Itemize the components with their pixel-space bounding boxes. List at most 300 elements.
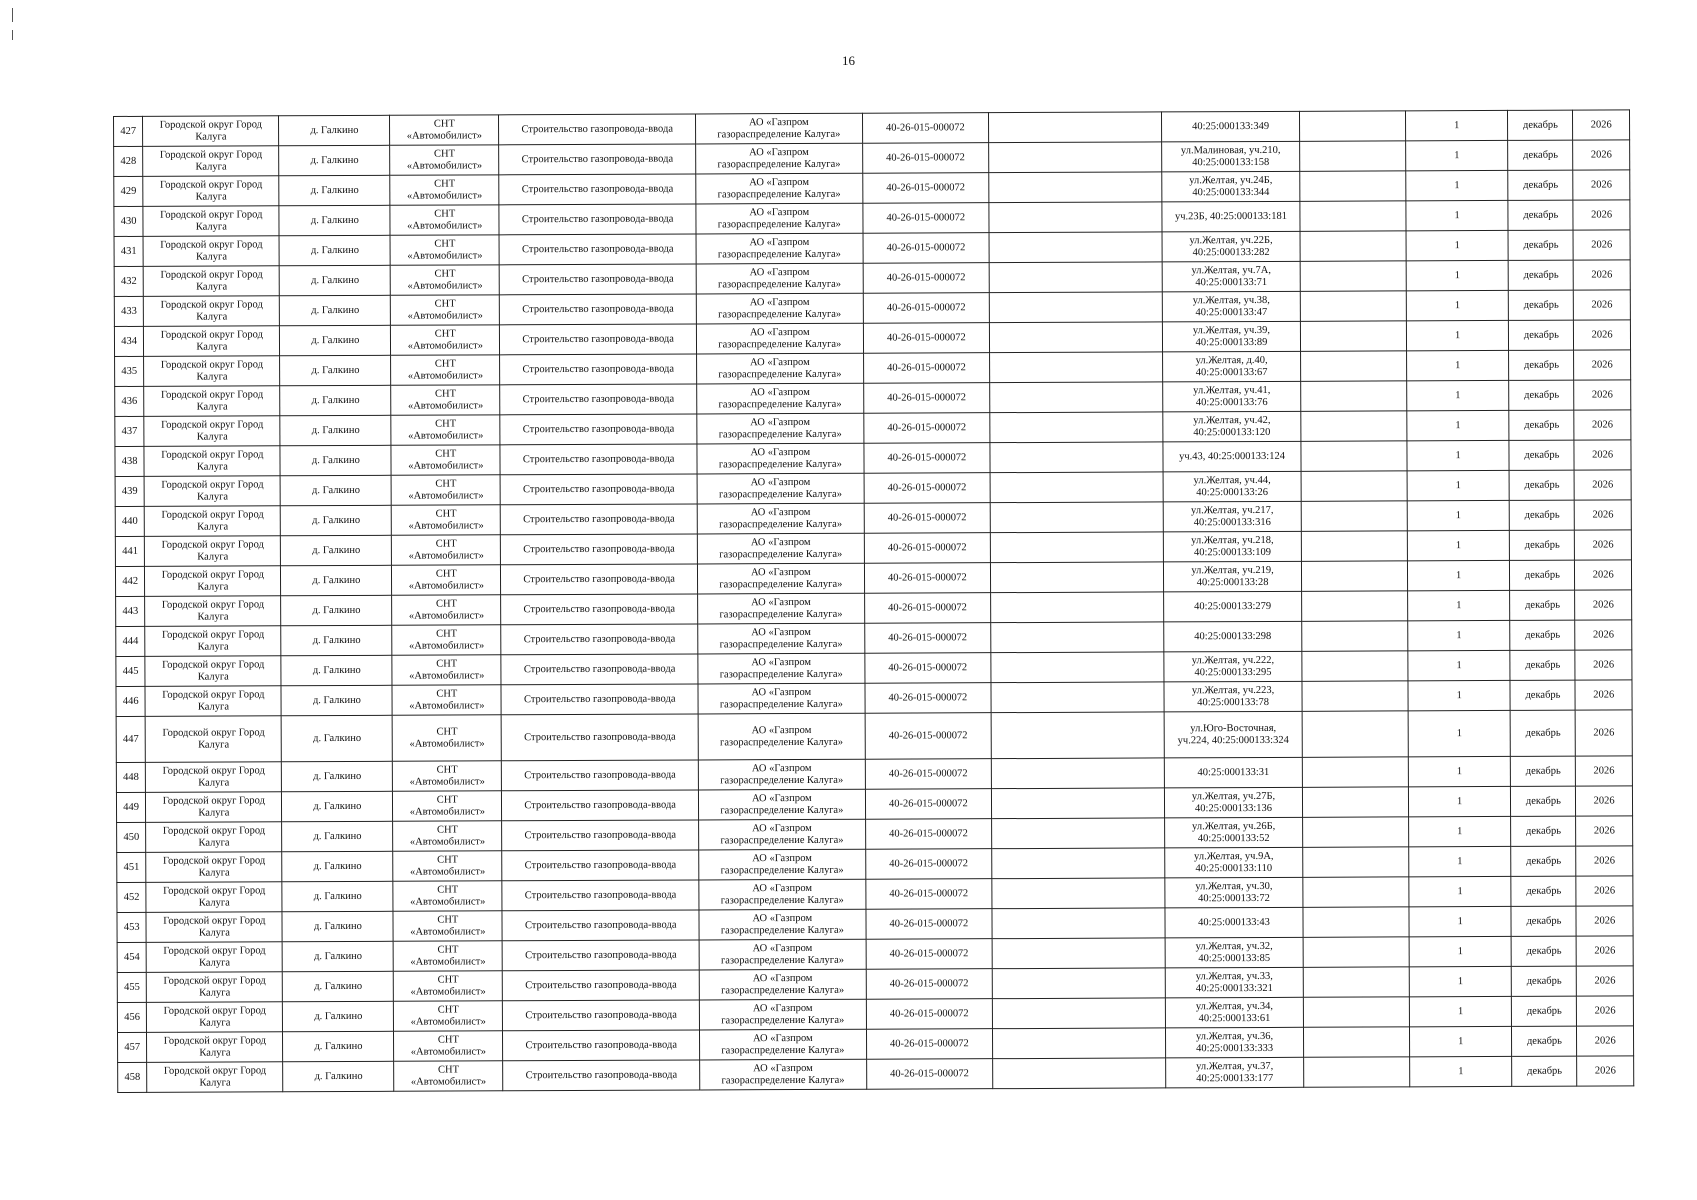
registry-table-body xyxy=(114,110,1634,1093)
network-code-cell: 40-26-015-000072 xyxy=(863,263,990,294)
village-cell: д. Галкино xyxy=(280,265,391,295)
row-number-cell: 435 xyxy=(115,356,144,386)
empty-cell xyxy=(1303,847,1409,877)
owner-cell: АО «Газпром газораспределение Калуга» xyxy=(699,789,866,820)
month-cell: декабрь xyxy=(1509,320,1574,350)
address-cell: ул.Желтая, уч.44, 40:25:000133:26 xyxy=(1163,471,1301,502)
empty-cell xyxy=(989,112,1162,143)
district-cell: Городской округ Город Калуга xyxy=(145,686,281,717)
work-type-cell: Строительство газопровода-ввода xyxy=(501,684,698,715)
work-type-cell: Строительство газопровода-ввода xyxy=(500,474,697,505)
month-cell: декабрь xyxy=(1512,996,1577,1026)
empty-cell xyxy=(989,262,1162,293)
empty-cell xyxy=(1300,141,1406,171)
village-cell: д. Галкино xyxy=(280,355,391,385)
network-code-cell: 40-26-015-000072 xyxy=(863,233,990,264)
year-cell: 2026 xyxy=(1576,786,1633,816)
owner-cell: АО «Газпром газораспределение Калуга» xyxy=(697,473,864,504)
month-cell: декабрь xyxy=(1511,816,1576,846)
district-cell: Городской округ Город Калуга xyxy=(144,356,280,387)
address-cell: уч.43, 40:25:000133:124 xyxy=(1163,441,1301,472)
network-code-cell: 40-26-015-000072 xyxy=(864,653,991,684)
month-cell: декабрь xyxy=(1511,786,1576,816)
year-cell: 2026 xyxy=(1577,966,1634,996)
network-code-cell: 40-26-015-000072 xyxy=(864,563,991,594)
address-cell: ул.Желтая, уч.39, 40:25:000133:89 xyxy=(1162,321,1300,352)
empty-cell xyxy=(991,712,1164,759)
network-code-cell: 40-26-015-000072 xyxy=(863,413,990,444)
row-number-cell: 445 xyxy=(116,656,145,686)
work-type-cell: Строительство газопровода-ввода xyxy=(499,174,696,205)
address-cell: 40:25:000133:349 xyxy=(1161,111,1299,142)
village-cell: д. Галкино xyxy=(283,941,394,971)
count-cell: 1 xyxy=(1409,876,1512,906)
address-cell: ул.Желтая, уч.218, 40:25:000133:109 xyxy=(1163,531,1301,562)
village-cell: д. Галкино xyxy=(281,625,392,655)
empty-cell xyxy=(990,382,1163,413)
count-cell: 1 xyxy=(1409,996,1512,1026)
address-cell: уч.23Б, 40:25:000133:181 xyxy=(1162,201,1300,232)
row-number-cell: 452 xyxy=(117,882,146,912)
year-cell: 2026 xyxy=(1575,500,1632,530)
work-type-cell: Строительство газопровода-ввода xyxy=(501,714,698,761)
district-cell: Городской округ Город Калуга xyxy=(144,446,280,477)
work-type-cell: Строительство газопровода-ввода xyxy=(500,384,697,415)
address-cell: 40:25:000133:43 xyxy=(1165,907,1303,938)
table-row xyxy=(118,1056,1634,1093)
empty-cell xyxy=(990,322,1163,353)
year-cell: 2026 xyxy=(1573,170,1630,200)
network-code-cell: 40-26-015-000072 xyxy=(865,683,992,714)
empty-cell xyxy=(1301,441,1407,471)
network-code-cell: 40-26-015-000072 xyxy=(864,473,991,504)
address-cell: ул.Малиновая, уч.210, 40:25:000133:158 xyxy=(1162,141,1300,172)
organization-cell: СНТ «Автомобилист» xyxy=(393,791,502,821)
year-cell: 2026 xyxy=(1574,320,1631,350)
row-number-cell: 432 xyxy=(114,266,143,296)
year-cell: 2026 xyxy=(1575,530,1632,560)
month-cell: декабрь xyxy=(1509,290,1574,320)
organization-cell: СНТ «Автомобилист» xyxy=(392,535,501,565)
organization-cell: СНТ «Автомобилист» xyxy=(393,851,502,881)
owner-cell: АО «Газпром газораспределение Калуга» xyxy=(699,849,866,880)
address-cell: ул.Желтая, уч.24Б, 40:25:000133:344 xyxy=(1162,171,1300,202)
district-cell: Городской округ Город Калуга xyxy=(144,416,280,447)
year-cell: 2026 xyxy=(1576,906,1633,936)
empty-cell xyxy=(1301,471,1407,501)
district-cell: Городской округ Город Калуга xyxy=(146,762,282,793)
work-type-cell: Строительство газопровода-ввода xyxy=(502,790,699,821)
address-cell: ул.Желтая, уч.7А, 40:25:000133:71 xyxy=(1162,261,1300,292)
month-cell: декабрь xyxy=(1510,590,1575,620)
year-cell: 2026 xyxy=(1575,590,1632,620)
empty-cell xyxy=(990,472,1163,503)
network-code-cell: 40-26-015-000072 xyxy=(864,623,991,654)
month-cell: декабрь xyxy=(1508,110,1573,140)
village-cell: д. Галкино xyxy=(283,1001,394,1031)
empty-cell xyxy=(989,292,1162,323)
organization-cell: СНТ «Автомобилист» xyxy=(391,475,500,505)
organization-cell: СНТ «Автомобилист» xyxy=(391,325,500,355)
village-cell: д. Галкино xyxy=(282,821,393,851)
count-cell: 1 xyxy=(1408,816,1511,846)
organization-cell: СНТ «Автомобилист» xyxy=(392,565,501,595)
organization-cell: СНТ «Автомобилист» xyxy=(394,971,503,1001)
year-cell: 2026 xyxy=(1576,846,1633,876)
row-number-cell: 436 xyxy=(115,386,144,416)
row-number-cell: 431 xyxy=(114,236,143,266)
district-cell: Городской округ Город Калуга xyxy=(146,912,282,943)
district-cell: Городской округ Город Калуга xyxy=(145,596,281,627)
address-cell: ул.Желтая, уч.26Б, 40:25:000133:52 xyxy=(1165,817,1303,848)
address-cell: ул.Желтая, уч.37, 40:25:000133:177 xyxy=(1166,1057,1304,1088)
count-cell: 1 xyxy=(1406,170,1509,200)
count-cell: 1 xyxy=(1408,786,1511,816)
network-code-cell: 40-26-015-000072 xyxy=(863,383,990,414)
work-type-cell: Строительство газопровода-ввода xyxy=(502,880,699,911)
organization-cell: СНТ «Автомобилист» xyxy=(394,1061,503,1091)
row-number-cell: 437 xyxy=(115,416,144,446)
count-cell: 1 xyxy=(1405,110,1508,140)
empty-cell xyxy=(1303,817,1409,847)
owner-cell: АО «Газпром газораспределение Калуга» xyxy=(697,353,864,384)
empty-cell xyxy=(1303,787,1409,817)
organization-cell: СНТ «Автомобилист» xyxy=(393,881,502,911)
district-cell: Городской округ Город Калуга xyxy=(147,1062,283,1093)
year-cell: 2026 xyxy=(1576,936,1633,966)
scan-margin-mark xyxy=(12,30,13,40)
organization-cell: СНТ «Автомобилист» xyxy=(393,911,502,941)
empty-cell xyxy=(1302,757,1408,787)
district-cell: Городской округ Город Калуга xyxy=(147,972,283,1003)
empty-cell xyxy=(1301,351,1407,381)
empty-cell xyxy=(1302,591,1408,621)
empty-cell xyxy=(990,412,1163,443)
address-cell: ул.Желтая, уч.36, 40:25:000133:333 xyxy=(1165,1027,1303,1058)
month-cell: декабрь xyxy=(1510,530,1575,560)
owner-cell: АО «Газпром газораспределение Калуга» xyxy=(696,293,863,324)
year-cell: 2026 xyxy=(1575,560,1632,590)
row-number-cell: 456 xyxy=(117,1002,146,1032)
month-cell: декабрь xyxy=(1510,620,1575,650)
count-cell: 1 xyxy=(1408,756,1511,786)
work-type-cell: Строительство газопровода-ввода xyxy=(502,910,699,941)
empty-cell xyxy=(992,908,1165,939)
district-cell: Городской округ Город Калуга xyxy=(147,1032,283,1063)
district-cell: Городской округ Город Калуга xyxy=(145,506,281,537)
empty-cell xyxy=(991,682,1164,713)
count-cell: 1 xyxy=(1407,530,1510,560)
work-type-cell: Строительство газопровода-ввода xyxy=(503,1060,700,1091)
count-cell: 1 xyxy=(1405,140,1508,170)
organization-cell: СНТ «Автомобилист» xyxy=(394,1001,503,1031)
network-code-cell: 40-26-015-000072 xyxy=(863,293,990,324)
year-cell: 2026 xyxy=(1573,110,1630,140)
year-cell: 2026 xyxy=(1574,380,1631,410)
owner-cell: АО «Газпром газораспределение Калуга» xyxy=(698,593,865,624)
empty-cell xyxy=(1304,1027,1410,1057)
district-cell: Городской округ Город Калуга xyxy=(143,146,279,177)
owner-cell: АО «Газпром газораспределение Калуга» xyxy=(698,563,865,594)
district-cell: Городской округ Город Калуга xyxy=(145,656,281,687)
address-cell: 40:25:000133:31 xyxy=(1164,757,1302,788)
row-number-cell: 440 xyxy=(115,506,144,536)
month-cell: декабрь xyxy=(1511,846,1576,876)
owner-cell: АО «Газпром газораспределение Калуга» xyxy=(698,653,865,684)
village-cell: д. Галкино xyxy=(281,685,392,715)
row-number-cell: 442 xyxy=(115,566,144,596)
empty-cell xyxy=(989,232,1162,263)
owner-cell: АО «Газпром газораспределение Калуга» xyxy=(696,173,863,204)
count-cell: 1 xyxy=(1409,966,1512,996)
empty-cell xyxy=(992,758,1165,789)
month-cell: декабрь xyxy=(1509,410,1574,440)
owner-cell: АО «Газпром газораспределение Калуга» xyxy=(699,969,866,1000)
owner-cell: АО «Газпром газораспределение Калуга» xyxy=(697,443,864,474)
village-cell: д. Галкино xyxy=(282,791,393,821)
year-cell: 2026 xyxy=(1575,680,1632,710)
table-row xyxy=(116,710,1632,763)
month-cell: декабрь xyxy=(1510,680,1575,710)
work-type-cell: Строительство газопровода-ввода xyxy=(501,534,698,565)
district-cell: Городской округ Город Калуга xyxy=(146,882,282,913)
row-number-cell: 450 xyxy=(117,822,146,852)
district-cell: Городской округ Город Калуга xyxy=(145,716,281,763)
empty-cell xyxy=(1300,291,1406,321)
work-type-cell: Строительство газопровода-ввода xyxy=(499,264,696,295)
row-number-cell: 458 xyxy=(118,1062,147,1092)
row-number-cell: 427 xyxy=(114,116,143,146)
owner-cell: АО «Газпром газораспределение Калуга» xyxy=(700,1059,867,1090)
empty-cell xyxy=(1303,937,1409,967)
work-type-cell: Строительство газопровода-ввода xyxy=(499,234,696,265)
work-type-cell: Строительство газопровода-ввода xyxy=(499,204,696,235)
village-cell: д. Галкино xyxy=(280,475,391,505)
work-type-cell: Строительство газопровода-ввода xyxy=(502,940,699,971)
row-number-cell: 441 xyxy=(115,536,144,566)
empty-cell xyxy=(1303,967,1409,997)
owner-cell: АО «Газпром газораспределение Калуга» xyxy=(698,683,865,714)
network-code-cell: 40-26-015-000072 xyxy=(862,113,989,144)
village-cell: д. Галкино xyxy=(281,595,392,625)
address-cell: ул.Желтая, уч.27Б, 40:25:000133:136 xyxy=(1164,787,1302,818)
empty-cell xyxy=(1303,877,1409,907)
row-number-cell: 430 xyxy=(114,206,143,236)
village-cell: д. Галкино xyxy=(282,715,393,761)
district-cell: Городской округ Город Калуга xyxy=(143,176,279,207)
owner-cell: АО «Газпром газораспределение Калуга» xyxy=(696,233,863,264)
village-cell: д. Галкино xyxy=(282,911,393,941)
village-cell: д. Галкино xyxy=(279,115,390,145)
count-cell: 1 xyxy=(1406,260,1509,290)
address-cell: ул.Желтая, уч.30, 40:25:000133:72 xyxy=(1165,877,1303,908)
work-type-cell: Строительство газопровода-ввода xyxy=(503,1030,700,1061)
month-cell: декабрь xyxy=(1508,140,1573,170)
count-cell: 1 xyxy=(1407,590,1510,620)
owner-cell: АО «Газпром газораспределение Калуга» xyxy=(697,503,864,534)
work-type-cell: Строительство газопровода-ввода xyxy=(500,354,697,385)
year-cell: 2026 xyxy=(1575,620,1632,650)
month-cell: декабрь xyxy=(1509,260,1574,290)
empty-cell xyxy=(1301,411,1407,441)
district-cell: Городской округ Город Калуга xyxy=(146,822,282,853)
owner-cell: АО «Газпром газораспределение Калуга» xyxy=(696,263,863,294)
row-number-cell: 429 xyxy=(114,176,143,206)
network-code-cell: 40-26-015-000072 xyxy=(866,1059,993,1090)
village-cell: д. Галкино xyxy=(279,175,390,205)
empty-cell xyxy=(993,1028,1166,1059)
year-cell: 2026 xyxy=(1573,140,1630,170)
work-type-cell: Строительство газопровода-ввода xyxy=(500,444,697,475)
owner-cell: АО «Газпром газораспределение Калуга» xyxy=(699,939,866,970)
empty-cell xyxy=(1301,531,1407,561)
month-cell: декабрь xyxy=(1511,906,1576,936)
district-cell: Городской округ Город Калуга xyxy=(144,386,280,417)
village-cell: д. Галкино xyxy=(283,971,394,1001)
organization-cell: СНТ «Автомобилист» xyxy=(390,205,499,235)
owner-cell: АО «Газпром газораспределение Калуга» xyxy=(696,203,863,234)
year-cell: 2026 xyxy=(1573,230,1630,260)
empty-cell xyxy=(992,848,1165,879)
network-code-cell: 40-26-015-000072 xyxy=(866,999,993,1030)
village-cell: д. Галкино xyxy=(279,235,390,265)
count-cell: 1 xyxy=(1407,440,1510,470)
count-cell: 1 xyxy=(1408,620,1511,650)
year-cell: 2026 xyxy=(1577,1056,1634,1086)
month-cell: декабрь xyxy=(1510,500,1575,530)
empty-cell xyxy=(1300,171,1406,201)
village-cell: д. Галкино xyxy=(281,655,392,685)
count-cell: 1 xyxy=(1406,200,1509,230)
month-cell: декабрь xyxy=(1512,1026,1577,1056)
year-cell: 2026 xyxy=(1577,996,1634,1026)
village-cell: д. Галкино xyxy=(281,505,392,535)
year-cell: 2026 xyxy=(1574,440,1631,470)
network-code-cell: 40-26-015-000072 xyxy=(866,939,993,970)
address-cell: ул.Желтая, уч.217, 40:25:000133:316 xyxy=(1163,501,1301,532)
empty-cell xyxy=(1303,997,1409,1027)
empty-cell xyxy=(991,622,1164,653)
work-type-cell: Строительство газопровода-ввода xyxy=(500,504,697,535)
work-type-cell: Строительство газопровода-ввода xyxy=(502,760,699,791)
month-cell: декабрь xyxy=(1512,1056,1577,1086)
organization-cell: СНТ «Автомобилист» xyxy=(392,685,501,715)
owner-cell: АО «Газпром газораспределение Калуга» xyxy=(696,323,863,354)
empty-cell xyxy=(989,142,1162,173)
district-cell: Городской округ Город Калуга xyxy=(143,266,279,297)
empty-cell xyxy=(992,938,1165,969)
organization-cell: СНТ «Автомобилист» xyxy=(392,625,501,655)
address-cell: ул.Желтая, уч.9А, 40:25:000133:110 xyxy=(1165,847,1303,878)
year-cell: 2026 xyxy=(1575,650,1632,680)
village-cell: д. Галкино xyxy=(280,445,391,475)
address-cell: ул.Желтая, д.40, 40:25:000133:67 xyxy=(1162,351,1300,382)
address-cell: ул.Желтая, уч.22Б, 40:25:000133:282 xyxy=(1162,231,1300,262)
owner-cell: АО «Газпром газораспределение Калуга» xyxy=(696,113,863,144)
row-number-cell: 448 xyxy=(116,762,145,792)
organization-cell: СНТ «Автомобилист» xyxy=(394,1031,503,1061)
owner-cell: АО «Газпром газораспределение Калуга» xyxy=(698,623,865,654)
organization-cell: СНТ «Автомобилист» xyxy=(391,445,500,475)
work-type-cell: Строительство газопровода-ввода xyxy=(500,294,697,325)
row-number-cell: 455 xyxy=(117,972,146,1002)
empty-cell xyxy=(991,532,1164,563)
count-cell: 1 xyxy=(1407,410,1510,440)
year-cell: 2026 xyxy=(1573,200,1630,230)
month-cell: декабрь xyxy=(1511,876,1576,906)
empty-cell xyxy=(1302,651,1408,681)
month-cell: декабрь xyxy=(1508,170,1573,200)
district-cell: Городской округ Город Калуга xyxy=(144,296,280,327)
network-code-cell: 40-26-015-000072 xyxy=(863,353,990,384)
address-cell: ул.Желтая, уч.33, 40:25:000133:321 xyxy=(1165,967,1303,998)
month-cell: декабрь xyxy=(1508,200,1573,230)
owner-cell: АО «Газпром газораспределение Калуга» xyxy=(697,533,864,564)
registry-table xyxy=(113,109,1634,1093)
address-cell: ул.Желтая, уч.41, 40:25:000133:76 xyxy=(1163,381,1301,412)
empty-cell xyxy=(1300,201,1406,231)
network-code-cell: 40-26-015-000072 xyxy=(865,909,992,940)
count-cell: 1 xyxy=(1409,936,1512,966)
empty-cell xyxy=(991,652,1164,683)
organization-cell: СНТ «Автомобилист» xyxy=(390,145,499,175)
month-cell: декабрь xyxy=(1512,936,1577,966)
owner-cell: АО «Газпром газораспределение Калуга» xyxy=(699,999,866,1030)
empty-cell xyxy=(1301,381,1407,411)
empty-cell xyxy=(989,202,1162,233)
organization-cell: СНТ «Автомобилист» xyxy=(390,115,499,145)
network-code-cell: 40-26-015-000072 xyxy=(862,173,989,204)
owner-cell: АО «Газпром газораспределение Калуга» xyxy=(700,1029,867,1060)
village-cell: д. Галкино xyxy=(280,295,391,325)
village-cell: д. Галкино xyxy=(283,1031,394,1061)
network-code-cell: 40-26-015-000072 xyxy=(863,323,990,354)
empty-cell xyxy=(991,562,1164,593)
village-cell: д. Галкино xyxy=(283,1061,394,1091)
row-number-cell: 451 xyxy=(117,852,146,882)
village-cell: д. Галкино xyxy=(282,761,393,791)
empty-cell xyxy=(992,788,1165,819)
work-type-cell: Строительство газопровода-ввода xyxy=(499,144,696,175)
district-cell: Городской округ Город Калуга xyxy=(145,626,281,657)
month-cell: декабрь xyxy=(1509,440,1574,470)
month-cell: декабрь xyxy=(1510,470,1575,500)
empty-cell xyxy=(1304,1057,1410,1087)
district-cell: Городской округ Город Калуга xyxy=(146,852,282,883)
organization-cell: СНТ «Автомобилист» xyxy=(393,821,502,851)
count-cell: 1 xyxy=(1407,500,1510,530)
organization-cell: СНТ «Автомобилист» xyxy=(392,655,501,685)
count-cell: 1 xyxy=(1408,710,1511,756)
empty-cell xyxy=(990,352,1163,383)
month-cell: декабрь xyxy=(1509,380,1574,410)
page-number: 16 xyxy=(842,53,855,68)
organization-cell: СНТ «Автомобилист» xyxy=(391,295,500,325)
row-number-cell: 443 xyxy=(116,596,145,626)
owner-cell: АО «Газпром газораспределение Калуга» xyxy=(698,713,865,760)
month-cell: декабрь xyxy=(1511,710,1576,756)
district-cell: Городской округ Город Калуга xyxy=(144,476,280,507)
empty-cell xyxy=(990,502,1163,533)
work-type-cell: Строительство газопровода-ввода xyxy=(499,114,696,145)
count-cell: 1 xyxy=(1406,230,1509,260)
year-cell: 2026 xyxy=(1575,710,1632,756)
owner-cell: АО «Газпром газораспределение Калуга» xyxy=(699,909,866,940)
work-type-cell: Строительство газопровода-ввода xyxy=(500,324,697,355)
count-cell: 1 xyxy=(1406,320,1509,350)
count-cell: 1 xyxy=(1407,380,1510,410)
year-cell: 2026 xyxy=(1576,876,1633,906)
